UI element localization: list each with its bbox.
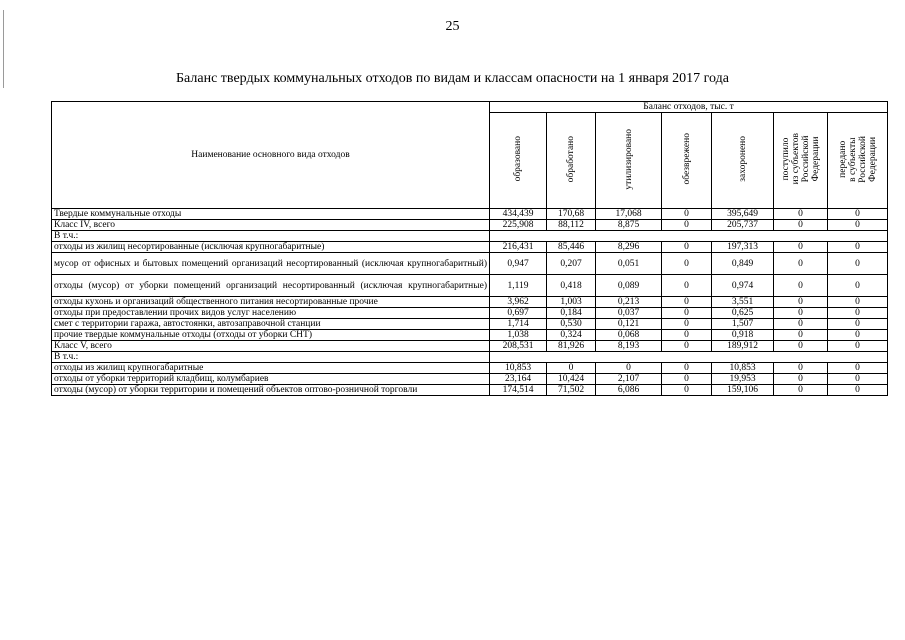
row-name: отходы (мусор) от уборки территории и помещений объектов оптово-розничной торговли (52, 385, 490, 396)
row-name: отходы из жилищ несортированные (исключая крупногабаритные) (52, 242, 490, 253)
row-name: отходы (мусор) от уборки помещений организаций несортированный (исключая крупногабаритные) (52, 275, 490, 297)
table-cell: 0 (662, 385, 712, 396)
table-row (52, 242, 888, 253)
table-cell: 208,531 (490, 341, 547, 352)
table-row (52, 319, 888, 330)
table-cell: 0 (662, 341, 712, 352)
table-cell: 434,439 (490, 209, 547, 220)
table-cell: 0 (662, 253, 712, 275)
row-name: В т.ч.: (52, 231, 490, 242)
table-cell: 0 (774, 242, 828, 253)
empty-cells (490, 352, 888, 363)
table-cell: 1,038 (490, 330, 547, 341)
table-row (52, 253, 888, 275)
table-cell: 88,112 (547, 220, 596, 231)
document-title: Баланс твердых коммунальных отходов по видам и классам опасности на 1 января 2017 года (176, 71, 729, 86)
table-cell: 225,908 (490, 220, 547, 231)
table-cell: 0 (662, 297, 712, 308)
column-header-label: поступило из субъектов Российской Федерации (780, 133, 821, 185)
name-column-header: Наименование основного вида отходов (52, 102, 490, 209)
table-cell: 1,119 (490, 275, 547, 297)
table-cell: 0 (774, 374, 828, 385)
table-cell: 0 (662, 374, 712, 385)
table-cell: 0,324 (547, 330, 596, 341)
table-row (52, 363, 888, 374)
table-cell: 0 (774, 220, 828, 231)
table-cell: 170,68 (547, 209, 596, 220)
table-cell: 0 (774, 308, 828, 319)
table-cell: 0 (828, 374, 888, 385)
table-row (52, 220, 888, 231)
table-row (52, 341, 888, 352)
table-cell: 0,207 (547, 253, 596, 275)
table-row (52, 385, 888, 396)
table-row (52, 297, 888, 308)
table-cell: 2,107 (596, 374, 662, 385)
table-cell: 8,875 (596, 220, 662, 231)
table-cell: 0 (596, 363, 662, 374)
table-cell: 0,213 (596, 297, 662, 308)
table-cell: 0,918 (712, 330, 774, 341)
table-cell: 0 (662, 363, 712, 374)
empty-cells (490, 231, 888, 242)
column-header-label: обработано (566, 135, 576, 183)
table-cell: 0 (828, 209, 888, 220)
table-cell: 0,849 (712, 253, 774, 275)
table-cell: 0,697 (490, 308, 547, 319)
table-cell: 395,649 (712, 209, 774, 220)
table-cell: 0 (828, 319, 888, 330)
table-cell: 0 (662, 275, 712, 297)
column-header (547, 113, 596, 209)
column-header (774, 113, 828, 209)
table-cell: 8,193 (596, 341, 662, 352)
table-cell: 0,418 (547, 275, 596, 297)
table-cell: 0 (774, 275, 828, 297)
page-number: 25 (445, 19, 460, 34)
row-name: отходы от уборки территорий кладбищ, колумбариев (52, 374, 490, 385)
row-name: В т.ч.: (52, 352, 490, 363)
table-cell: 10,853 (712, 363, 774, 374)
table-cell: 0,121 (596, 319, 662, 330)
table-cell: 1,714 (490, 319, 547, 330)
balance-group-header: Баланс отходов, тыс. т (490, 102, 888, 113)
table-cell: 0 (774, 209, 828, 220)
table-cell: 0,068 (596, 330, 662, 341)
column-header-label: утилизировано (623, 128, 634, 190)
table-cell: 6,086 (596, 385, 662, 396)
table-cell: 0,530 (547, 319, 596, 330)
table-cell: 0 (828, 242, 888, 253)
column-header (596, 113, 662, 209)
table-cell: 0 (662, 319, 712, 330)
table-cell: 0,051 (596, 253, 662, 275)
column-header (828, 113, 888, 209)
column-header-label: образовано (513, 136, 523, 182)
table-cell: 3,962 (490, 297, 547, 308)
table-cell: 23,164 (490, 374, 547, 385)
row-name: мусор от офисных и бытовых помещений организаций несортированный (исключая крупногабаритный) (52, 253, 490, 275)
table-row (52, 330, 888, 341)
column-header-label: передано в субъекты Российской Федерации (837, 135, 878, 183)
table-cell: 85,446 (547, 242, 596, 253)
row-name: Твердые коммунальные отходы (52, 209, 490, 220)
table-cell: 0 (828, 308, 888, 319)
table-cell: 0 (828, 275, 888, 297)
row-name: отходы кухонь и организаций общественного питания несортированные прочие (52, 297, 490, 308)
table-cell: 0 (774, 253, 828, 275)
column-header (490, 113, 547, 209)
table-cell: 189,912 (712, 341, 774, 352)
table-cell: 0 (662, 330, 712, 341)
table-cell: 0,974 (712, 275, 774, 297)
row-name: отходы при предоставлении прочих видов услуг населению (52, 308, 490, 319)
table-cell: 0 (662, 308, 712, 319)
table-cell: 10,853 (490, 363, 547, 374)
table-row (52, 352, 888, 363)
row-name: Класс V, всего (52, 341, 490, 352)
column-header (712, 113, 774, 209)
table-cell: 0 (828, 341, 888, 352)
table-row (52, 374, 888, 385)
table-cell: 3,551 (712, 297, 774, 308)
table-cell: 0,625 (712, 308, 774, 319)
table-row (52, 275, 888, 297)
table-cell: 0 (662, 220, 712, 231)
row-name: отходы из жилищ крупногабаритные (52, 363, 490, 374)
table-cell: 0 (547, 363, 596, 374)
table-cell: 0,947 (490, 253, 547, 275)
table-cell: 0 (774, 297, 828, 308)
table-cell: 0 (774, 363, 828, 374)
row-name: прочие твердые коммунальные отходы (отходы от уборки СНТ) (52, 330, 490, 341)
column-header (662, 113, 712, 209)
row-name: смет с территории гаража, автостоянки, автозаправочной станции (52, 319, 490, 330)
table-cell: 1,003 (547, 297, 596, 308)
table-row (52, 209, 888, 220)
waste-balance-table (51, 101, 888, 396)
table-cell: 71,502 (547, 385, 596, 396)
table-cell: 205,737 (712, 220, 774, 231)
table-cell: 0 (662, 242, 712, 253)
table-cell: 0,089 (596, 275, 662, 297)
table-cell: 174,514 (490, 385, 547, 396)
table-cell: 0 (774, 319, 828, 330)
table-cell: 0 (828, 253, 888, 275)
table-cell: 19,953 (712, 374, 774, 385)
table-cell: 17,068 (596, 209, 662, 220)
column-header-label: обезврежено (681, 133, 692, 185)
table-cell: 0 (828, 297, 888, 308)
table-cell: 1,507 (712, 319, 774, 330)
table-cell: 8,296 (596, 242, 662, 253)
table-row (52, 308, 888, 319)
table-cell: 0 (828, 385, 888, 396)
table-cell: 0,184 (547, 308, 596, 319)
table-cell: 10,424 (547, 374, 596, 385)
table-cell: 197,313 (712, 242, 774, 253)
table-cell: 0 (774, 330, 828, 341)
table-cell: 159,106 (712, 385, 774, 396)
row-name: Класс IV, всего (52, 220, 490, 231)
table-cell: 81,926 (547, 341, 596, 352)
table-cell: 0,037 (596, 308, 662, 319)
table-cell: 0 (774, 385, 828, 396)
table-row (52, 231, 888, 242)
column-header-label: захоронено (737, 136, 748, 182)
table-cell: 0 (828, 363, 888, 374)
table-cell: 0 (662, 209, 712, 220)
table-cell: 216,431 (490, 242, 547, 253)
table-cell: 0 (828, 220, 888, 231)
table-cell: 0 (828, 330, 888, 341)
table-cell: 0 (774, 341, 828, 352)
